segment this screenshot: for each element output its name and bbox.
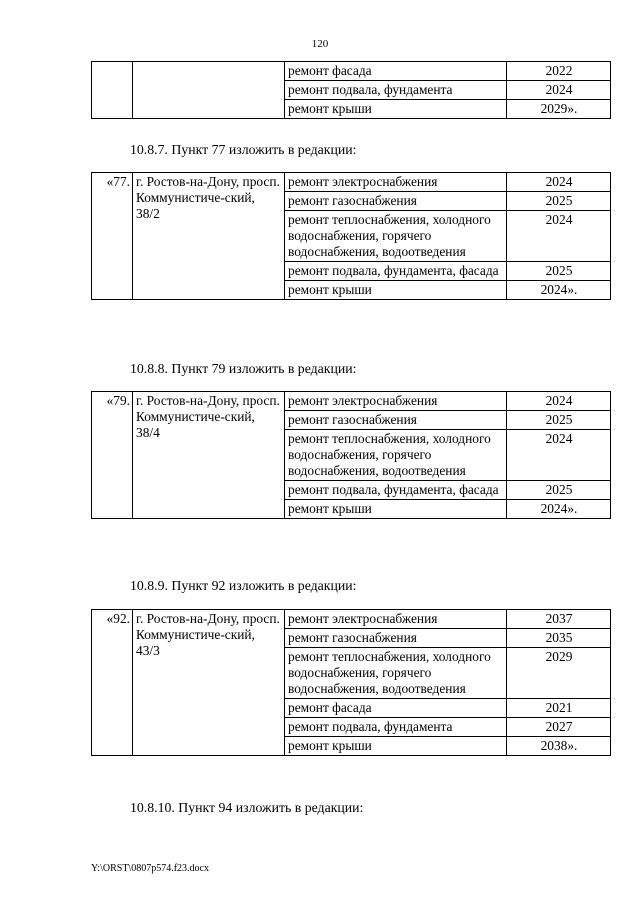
table-row (92, 610, 611, 629)
table-body (92, 392, 611, 519)
work-type-cell: ремонт фасада (285, 62, 507, 81)
work-type-cell: ремонт крыши (285, 737, 507, 756)
work-type-cell: ремонт электроснабжения (285, 610, 507, 629)
table-body (92, 610, 611, 756)
paragraph-clause: 10.8.10. Пункт 94 изложить в редакции: (130, 800, 364, 815)
item-number-cell: «92. (92, 610, 133, 756)
paragraph-clause: 10.8.8. Пункт 79 изложить в редакции: (130, 361, 357, 376)
work-type-cell: ремонт крыши (285, 500, 507, 519)
item-number-cell (92, 62, 133, 119)
address-table (91, 172, 611, 300)
address-table (91, 609, 611, 756)
address-table (91, 391, 611, 519)
year-cell: 2025 (507, 262, 611, 281)
table-row (92, 392, 611, 411)
table-body (92, 173, 611, 300)
work-type-cell: ремонт фасада (285, 699, 507, 718)
year-cell: 2024». (507, 500, 611, 519)
work-type-cell: ремонт газоснабжения (285, 192, 507, 211)
page-number: 120 (311, 38, 329, 50)
work-type-cell: ремонт теплоснабжения, холодного водоснабжения, горячего водоснабжения, водоотведения (285, 211, 507, 262)
paragraph-clause: 10.8.7. Пункт 77 изложить в редакции: (130, 142, 357, 157)
address-cell: г. Ростов-на-Дону, просп. Коммунистиче-ский, 43/3 (133, 610, 285, 756)
table-row (92, 62, 611, 81)
item-number-cell: «79. (92, 392, 133, 519)
year-cell: 2024». (507, 281, 611, 300)
year-cell: 2035 (507, 629, 611, 648)
year-cell: 2024 (507, 211, 611, 262)
year-cell: 2025 (507, 481, 611, 500)
year-cell: 2038». (507, 737, 611, 756)
year-cell: 2021 (507, 699, 611, 718)
item-number-cell: «77. (92, 173, 133, 300)
work-type-cell: ремонт теплоснабжения, холодного водоснабжения, горячего водоснабжения, водоотведения (285, 430, 507, 481)
table-row (92, 173, 611, 192)
work-type-cell: ремонт подвала, фундамента (285, 81, 507, 100)
address-cell: г. Ростов-на-Дону, просп. Коммунистиче-ский, 38/4 (133, 392, 285, 519)
work-type-cell: ремонт теплоснабжения, холодного водоснабжения, горячего водоснабжения, водоотведения (285, 648, 507, 699)
work-type-cell: ремонт подвала, фундамента (285, 718, 507, 737)
year-cell: 2037 (507, 610, 611, 629)
year-cell: 2024 (507, 392, 611, 411)
table-body (92, 62, 611, 119)
year-cell: 2025 (507, 192, 611, 211)
work-type-cell: ремонт электроснабжения (285, 392, 507, 411)
year-cell: 2022 (507, 62, 611, 81)
year-cell: 2029 (507, 648, 611, 699)
work-type-cell: ремонт подвала, фундамента, фасада (285, 481, 507, 500)
work-type-cell: ремонт газоснабжения (285, 629, 507, 648)
address-cell: г. Ростов-на-Дону, просп. Коммунистиче-ский, 38/2 (133, 173, 285, 300)
address-cell (133, 62, 285, 119)
paragraph-clause: 10.8.9. Пункт 92 изложить в редакции: (130, 578, 357, 593)
work-type-cell: ремонт подвала, фундамента, фасада (285, 262, 507, 281)
year-cell: 2024 (507, 430, 611, 481)
work-type-cell: ремонт электроснабжения (285, 173, 507, 192)
file-path-footer: Y:\ORST\0807p574.f23.docx (91, 863, 209, 874)
work-type-cell: ремонт крыши (285, 100, 507, 119)
year-cell: 2027 (507, 718, 611, 737)
work-type-cell: ремонт газоснабжения (285, 411, 507, 430)
year-cell: 2024 (507, 173, 611, 192)
year-cell: 2024 (507, 81, 611, 100)
year-cell: 2025 (507, 411, 611, 430)
address-table (91, 61, 611, 119)
year-cell: 2029». (507, 100, 611, 119)
work-type-cell: ремонт крыши (285, 281, 507, 300)
